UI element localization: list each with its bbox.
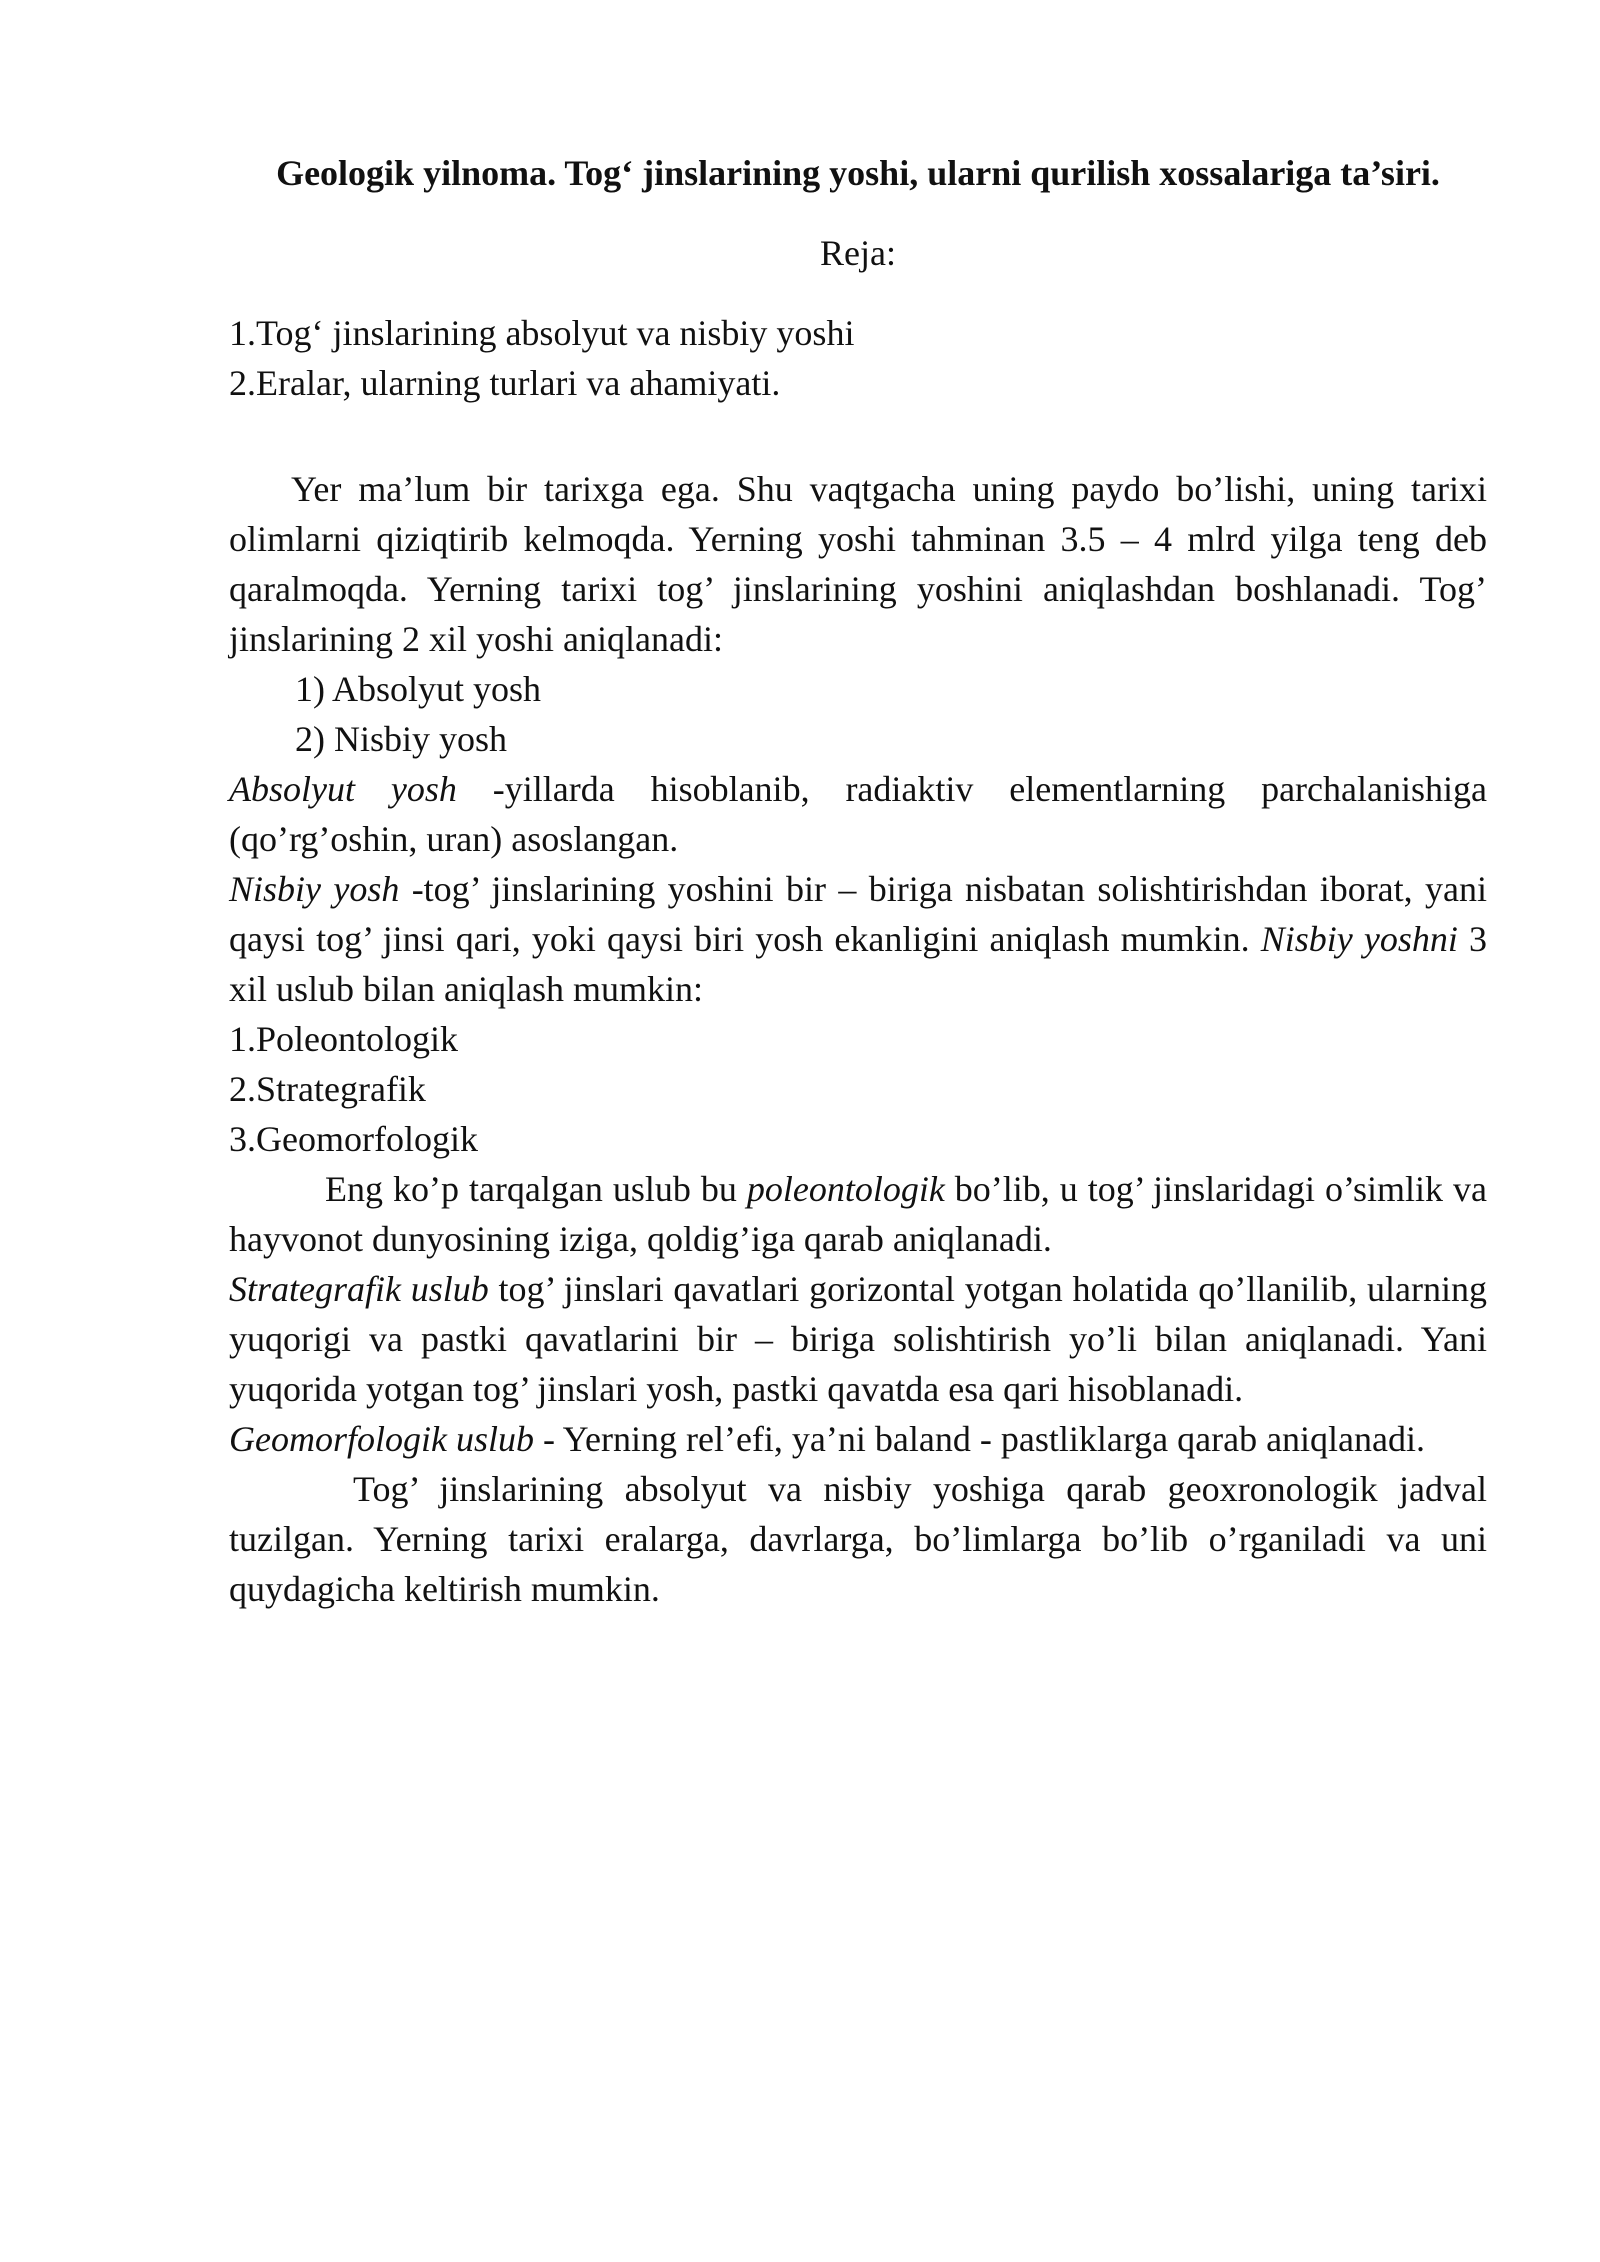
- stratigraphic-paragraph: [229, 1264, 1487, 1414]
- method-item: 3.Geomorfologik: [229, 1119, 478, 1159]
- closing-paragraph: Tog’ jinslarining absolyut va nisbiy yoshiga qarab geoxronologik jadval tuzilgan. Yerning tarixi eralarga, davrlarga, bo’limlarga bo’lib o’rganiladi va uni quydagicha keltirish mumkin.: [229, 1469, 1487, 1609]
- stratigraphic-term: Strategrafik uslub: [229, 1269, 489, 1309]
- plan-heading: Reja:: [820, 233, 896, 273]
- relative-age-text-2: 3 xil uslub bilan aniqlash mumkin:: [229, 919, 1488, 1009]
- paleontologic-paragraph: [229, 1164, 1487, 1264]
- geomorphologic-term: Geomorfologik uslub: [229, 1419, 534, 1459]
- method-item: 2.Strategrafik: [229, 1069, 426, 1109]
- plan-item: 1.Tog‘ jinslarining absolyut va nisbiy yoshi: [229, 313, 855, 353]
- age-type-item: 2) Nisbiy yosh: [295, 719, 508, 759]
- geomorphologic-paragraph: [229, 1414, 1487, 1464]
- age-type-item: 1) Absolyut yosh: [295, 669, 542, 709]
- relative-age-term: Nisbiy yosh: [229, 869, 400, 909]
- intro-paragraph: Yer ma’lum bir tarixga ega. Shu vaqtgacha uning paydo bo’lishi, uning tarixi olimlarni qiziqtirib kelmoqda. Yerning yoshi tahminan 3.5 – 4 mlrd yilga teng deb qaralmoqda. Yerning tarixi tog’ jinslarining yoshini aniqlashdan boshlanadi. Tog’ jinslarining 2 xil yoshi aniqlanadi:: [229, 469, 1487, 659]
- plan-item: 2.Eralar, ularning turlari va ahamiyati.: [229, 363, 781, 403]
- geomorphologic-text: - Yerning rel’efi, ya’ni baland - pastliklarga qarab aniqlanadi.: [533, 1419, 1426, 1459]
- relative-age-term-2: Nisbiy yoshni: [1260, 919, 1458, 959]
- document-body: [229, 148, 1487, 1614]
- relative-age-text: -tog’ jinslarining yoshini bir – biriga nisbatan solishtirishdan iborat, yani qaysi tog’ jinsi qari, yoki qaysi biri yosh ekanligini aniqlash mumkin.: [229, 869, 1487, 959]
- paleontologic-text-before: Eng ko’p tarqalgan uslub bu: [325, 1169, 747, 1209]
- paleontologic-text-after: bo’lib, u tog’ jinslaridagi o’simlik va hayvonot dunyosining iziga, qoldig’iga qarab aniqlanadi.: [229, 1169, 1487, 1259]
- document-title: Geologik yilnoma. Tog‘ jinslarining yoshi, ularni qurilish xossalariga ta’siri.: [276, 153, 1440, 193]
- absolute-age-paragraph: [229, 764, 1487, 864]
- stratigraphic-text: tog’ jinslari qavatlari gorizontal yotgan holatida qo’llanilib, ularning yuqorigi va pastki qavatlarini bir – biriga solishtirish yo’li bilan aniqlanadi. Yani yuqorida yotgan tog’ jinslari yosh, pastki qavatda esa qari hisoblanadi.: [229, 1269, 1487, 1409]
- method-item: 1.Poleontologik: [229, 1019, 459, 1059]
- absolute-age-text: -yillarda hisoblanib, radiaktiv elementlarning parchalanishiga (qo’rg’oshin, uran) asoslangan.: [229, 769, 1487, 859]
- paleontologic-term: poleontologik: [746, 1169, 945, 1209]
- plan-list: [229, 308, 1487, 408]
- absolute-age-term: Absolyut yosh: [229, 769, 457, 809]
- relative-age-paragraph: [229, 864, 1487, 1014]
